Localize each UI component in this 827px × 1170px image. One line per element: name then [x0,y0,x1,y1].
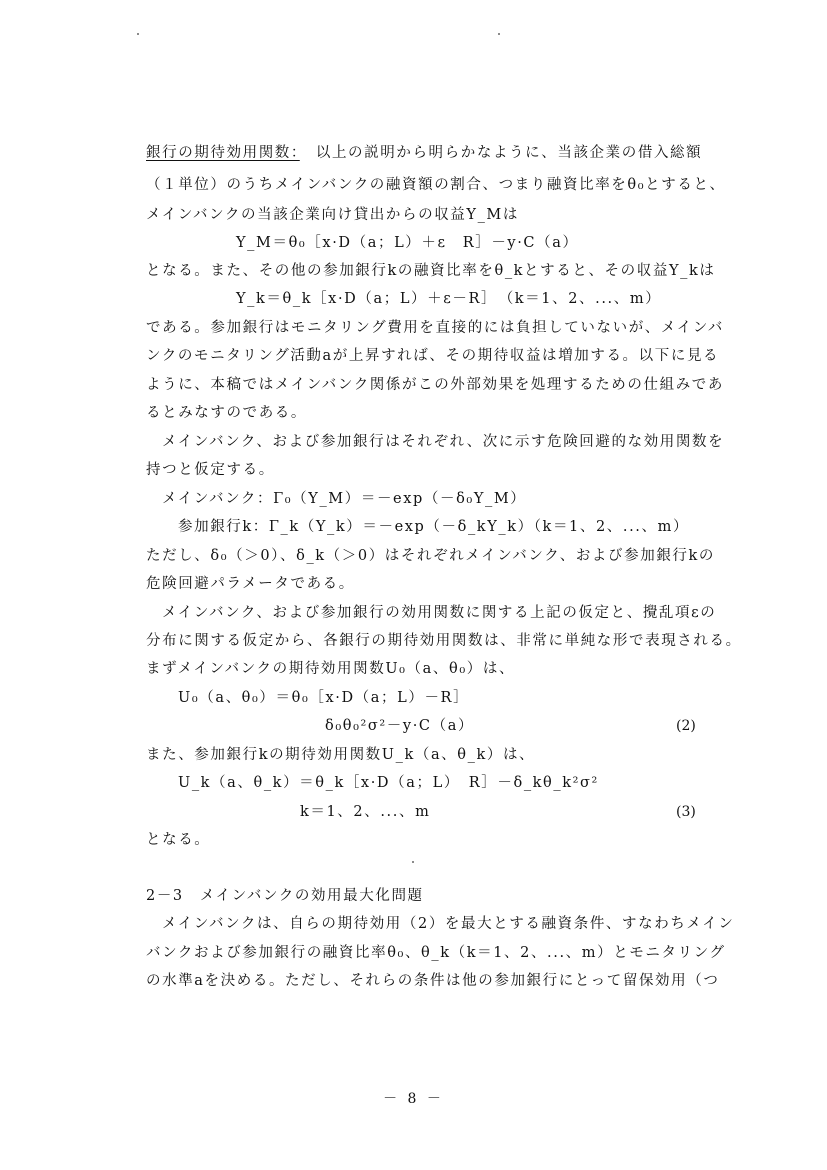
equation-line: メインバンク：Γ₀（Y_M）＝－exp（－δ₀Y_M） [162,491,527,507]
paragraph-line: 銀行の期待効用関数： 以上の説明から明らかなように、当該企業の借入総額 [146,145,703,161]
paragraph-line: メインバンクの当該企業向け貸出からの収益Y_Mは [146,207,519,223]
equation-number: (3) [676,804,696,820]
equation-line: U_k（a、θ_k）＝θ_k［x·D（a；L） R］－δ_kθ_k²σ² [178,775,599,791]
scan-speck [412,861,414,863]
scan-speck [137,33,139,35]
paragraph-line: るとみなすのである。 [146,405,307,421]
equation-number: (2) [676,718,696,734]
paragraph-line: （１単位）のうちメインバンクの融資額の割合、つまり融資比率をθ₀とすると、 [146,177,726,193]
paragraph-line: ように、本稿ではメインバンク関係がこの外部効果を処理するための仕組みであ [146,377,725,393]
paragraph-line: となる。 [146,832,211,848]
paragraph-line: 持つと仮定する。 [146,462,275,478]
section-heading-inline: 銀行の期待効用関数： [146,145,300,161]
equation-line: Y_k＝θ_k［x·D（a；L）＋ε－R］ （k＝1、2、...、m） [236,291,662,307]
paragraph-line: の水準aを決める。ただし、それらの条件は他の参加銀行にとって留保効用（つ [146,973,720,989]
paragraph-line: ンクのモニタリング活動aが上昇すれば、その期待収益は増加する。以下に見る [146,348,720,364]
section-heading: 2－3 メインバンクの効用最大化問題 [146,888,424,904]
paragraph-line: バンクおよび参加銀行の融資比率θ₀、θ_k（k＝1、2、...、m）とモニタリング [146,945,726,961]
equation-line: δ₀θ₀²σ²－y·C（a） [325,718,475,734]
paragraph-line: メインバンク、および参加銀行の効用関数に関する上記の仮定と、攪乱項εの [162,605,717,621]
paragraph-line: となる。また、その他の参加銀行kの融資比率をθ_kとすると、その収益Y_kは [146,263,716,279]
equation-line: k＝1、2、...、m [300,804,431,820]
paragraph-line: である。参加銀行はモニタリング費用を直接的には負担していないが、メインバ [146,320,725,336]
equation-line: Y_M＝θ₀［x·D（a；L）＋ε R］－y·C（a） [236,235,579,251]
paragraph-line: メインバンクは、自らの期待効用（2）を最大とする融資条件、すなわちメイン [162,916,735,932]
paragraph-line: メインバンク、および参加銀行はそれぞれ、次に示す危険回避的な効用関数を [162,434,725,450]
paragraph-line: まずメインバンクの期待効用関数U₀（a、θ₀）は、 [146,661,516,677]
paragraph-line: 分布に関する仮定から、各銀行の期待効用関数は、非常に単純な形で表現される。 [146,633,742,649]
page-number: － 8 － [383,1091,444,1107]
paragraph-line: また、参加銀行kの期待効用関数U_k（a、θ_k）は、 [146,747,536,763]
equation-line: U₀（a、θ₀）＝θ₀［x·D（a；L）－R］ [178,690,470,706]
paragraph-line: 危険回避パラメータである。 [146,576,355,592]
scan-speck [498,33,500,35]
equation-line: 参加銀行k：Γ_k（Y_k）＝－exp（－δ_kY_k）（k＝1、2、...、m） [178,519,690,535]
paragraph-line: ただし、δ₀（＞0）、δ_k（＞0）はそれぞれメインバンク、および参加銀行kの [146,548,716,564]
